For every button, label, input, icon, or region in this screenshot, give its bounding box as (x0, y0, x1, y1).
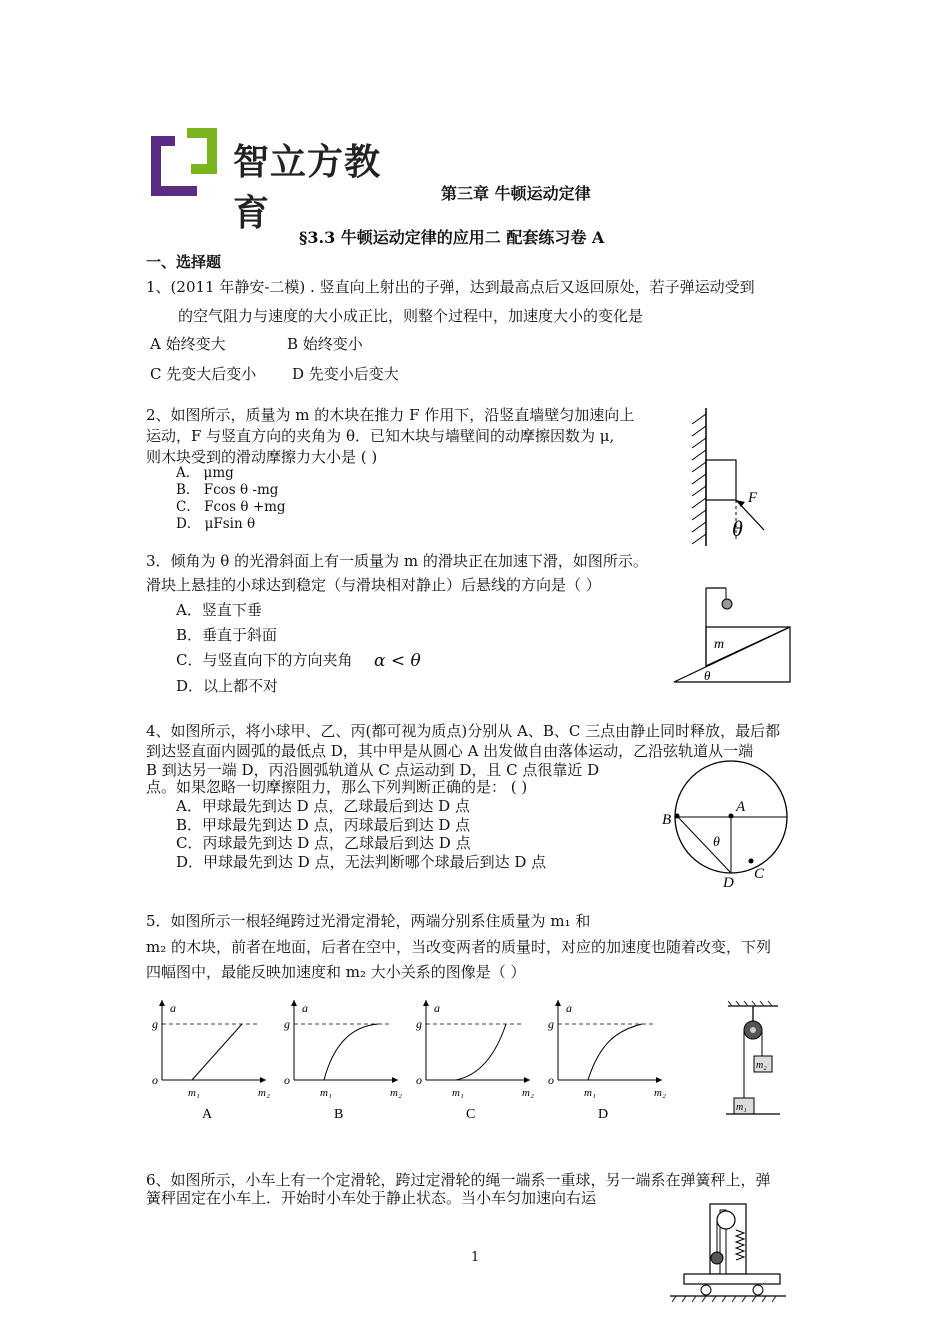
page-title: §3.3 牛顿运动定律的应用二 配套练习卷 A (299, 228, 605, 247)
graph-curve-c (456, 1024, 506, 1080)
logo-mark-icon (147, 126, 219, 198)
q2-option-a: A． μmg (176, 465, 234, 481)
graph-curve-d (588, 1024, 642, 1080)
origin-label: o (152, 1073, 158, 1087)
q3-option-c-math: α < θ (374, 651, 421, 671)
q3-option-b: B．垂直于斜面 (176, 626, 278, 644)
q3-stem-line2: 滑块上悬挂的小球达到稳定（与滑块相对静止）后悬线的方向是（ ） (146, 576, 601, 594)
graph-option-label: C (466, 1107, 476, 1122)
q6-stem-line1: 6、如图所示，小车上有一个定滑轮，跨过定滑轮的绳一端系一重球，另一端系在弹簧秤上，弹 (146, 1171, 771, 1189)
q5-stem-line3: 四幅图中，最能反映加速度和 m₂ 大小关系的图像是（ ） (146, 963, 526, 981)
q1-stem-line2: 的空气阻力与速度的大小成正比，则整个过程中，加速度大小的变化是 (178, 307, 644, 325)
q4-stem-line2: 到达竖直面内圆弧的最低点 D，其中甲是从圆心 A 出发做自由落体运动，乙沿弦轨道从一端 (146, 742, 754, 760)
q4-circle-figure (660, 758, 790, 890)
origin-label: o (416, 1073, 422, 1087)
hanging-ball (722, 599, 732, 609)
y-axis-arrow (291, 1000, 297, 1006)
chapter-title: 第三章 牛顿运动定律 (441, 184, 591, 203)
q1-option-d: D 先变小后变大 (292, 365, 399, 383)
q4-stem-line4: 点。如果忽略一切摩擦阻力，那么下列判断正确的是： ( ) (146, 778, 528, 796)
x-axis-arrow (656, 1077, 662, 1083)
g-tick-label: g (416, 1017, 422, 1031)
mass-label: m (714, 637, 725, 652)
g-tick-label: g (548, 1017, 554, 1031)
q6-stem-line2: 簧秤固定在小车上．开始时小车处于静止状态。当小车匀加速向右运 (146, 1189, 597, 1207)
q1-option-a: A 始终变大 (150, 335, 226, 353)
q5-stem-line1: 5．如图所示一根轻绳跨过光滑定滑轮，两端分别系住质量为 m₁ 和 (146, 912, 591, 930)
y-axis-label: a (566, 1001, 572, 1015)
q4-stem-line1: 4、如图所示，将小球甲、乙、丙(都可视为质点)分别从 A、B、C 三点由静止同时释放，最后都 (146, 722, 781, 740)
q2-stem-line1: 2、如图所示，质量为 m 的木块在推力 F 作用下，沿竖直墙壁匀加速向上 (146, 406, 635, 424)
y-axis-arrow (159, 1000, 165, 1006)
point-c-label: C (754, 866, 765, 882)
origin-label: o (548, 1073, 554, 1087)
graph-curve-a (192, 1024, 242, 1080)
graph-option-label: A (202, 1107, 213, 1122)
q2-option-c: C． Fcos θ +mg (176, 499, 286, 515)
x-axis-arrow (260, 1077, 266, 1083)
q6-cart-figure (668, 1196, 788, 1304)
m1-tick-label: m₁ (584, 1087, 596, 1099)
x-axis-arrow (524, 1077, 530, 1083)
angle-label: θ (713, 835, 720, 850)
q2-option-d: D． μFsin θ (176, 516, 256, 532)
point-a-label: A (736, 799, 746, 815)
origin-label: o (284, 1073, 290, 1087)
section-heading: 一、选择题 (146, 253, 222, 271)
y-axis-arrow (423, 1000, 429, 1006)
point-b-label: B (662, 812, 672, 828)
y-axis-label: a (434, 1001, 440, 1015)
x-axis-label: m₂ (654, 1087, 666, 1099)
brand-name: 智立方教育 (233, 142, 382, 234)
m1-tick-label: m₁ (188, 1087, 200, 1099)
graph-option-label: D (598, 1107, 609, 1122)
y-axis-arrow (555, 1000, 561, 1006)
q5-graph-options (150, 992, 690, 1122)
graph-option-label: B (334, 1107, 344, 1122)
y-axis-label: a (170, 1001, 176, 1015)
g-tick-label: g (284, 1017, 290, 1031)
angle-label: θ (704, 668, 711, 683)
q4-stem-line3: B 到达另一端 D，丙沿圆弧轨道从 C 点运动到 D，且 C 点很靠近 D (146, 761, 600, 779)
q2-stem-line3: 则木块受到的滑动摩擦力大小是 ( ) (146, 448, 378, 466)
heavy-ball (711, 1252, 723, 1264)
q3-stem-line1: 3．倾角为 θ 的光滑斜面上有一质量为 m 的滑块正在加速下滑，如图所示。 (146, 552, 648, 570)
m1-tick-label: m₁ (320, 1087, 332, 1099)
q1-option-c: C 先变大后变小 (150, 365, 257, 383)
q4-option-a: A．甲球最先到达 D 点，乙球最后到达 D 点 (176, 797, 470, 815)
x-axis-label: m₂ (390, 1087, 402, 1099)
logo (147, 126, 407, 234)
q1-option-b: B 始终变小 (287, 335, 363, 353)
page-number: 1 (471, 1250, 480, 1265)
x-axis-arrow (392, 1077, 398, 1083)
q4-option-b: B．甲球最先到达 D 点，丙球最后到达 D 点 (176, 816, 471, 834)
x-axis-label: m₂ (258, 1087, 270, 1099)
m1-block-label: m₁ (736, 1102, 747, 1113)
q1-stem-line1: 1、(2011 年静安-二模) . 竖直向上射出的子弹，达到最高点后又返回原处，若子弹运动受到 (146, 278, 755, 296)
q3-option-c: C．与竖直向下的方向夹角 (176, 651, 353, 669)
q4-option-d: D．甲球最先到达 D 点，无法判断哪个球最后到达 D 点 (176, 853, 547, 871)
q3-incline-figure (672, 582, 794, 686)
y-axis-label: a (302, 1001, 308, 1015)
q4-option-c: C．丙球最先到达 D 点，乙球最后到达 D 点 (176, 834, 471, 852)
q3-option-a: A．竖直下垂 (176, 601, 262, 619)
q3-option-d: D．以上都不对 (176, 677, 279, 695)
q5-pulley-figure (718, 1000, 788, 1120)
m1-tick-label: m₁ (452, 1087, 464, 1099)
block (706, 460, 736, 500)
x-axis-label: m₂ (522, 1087, 534, 1099)
angle-label: θ (732, 516, 743, 541)
graph-curve-b (324, 1024, 378, 1080)
q2-option-b: B． Fcos θ -mg (176, 482, 279, 498)
q2-wall-block-figure (686, 404, 776, 549)
q2-stem-line2: 运动，F 与竖直方向的夹角为 θ．已知木块与墙壁间的动摩擦因数为 μ, (146, 427, 615, 445)
force-label: F (748, 490, 758, 506)
q5-stem-line2: m₂ 的木块，前者在地面，后者在空中，当改变两者的质量时，对应的加速度也随着改变，下列 (146, 938, 772, 956)
point-d-label: D (723, 875, 734, 890)
g-tick-label: g (152, 1017, 158, 1031)
m2-block-label: m₂ (756, 1060, 767, 1071)
